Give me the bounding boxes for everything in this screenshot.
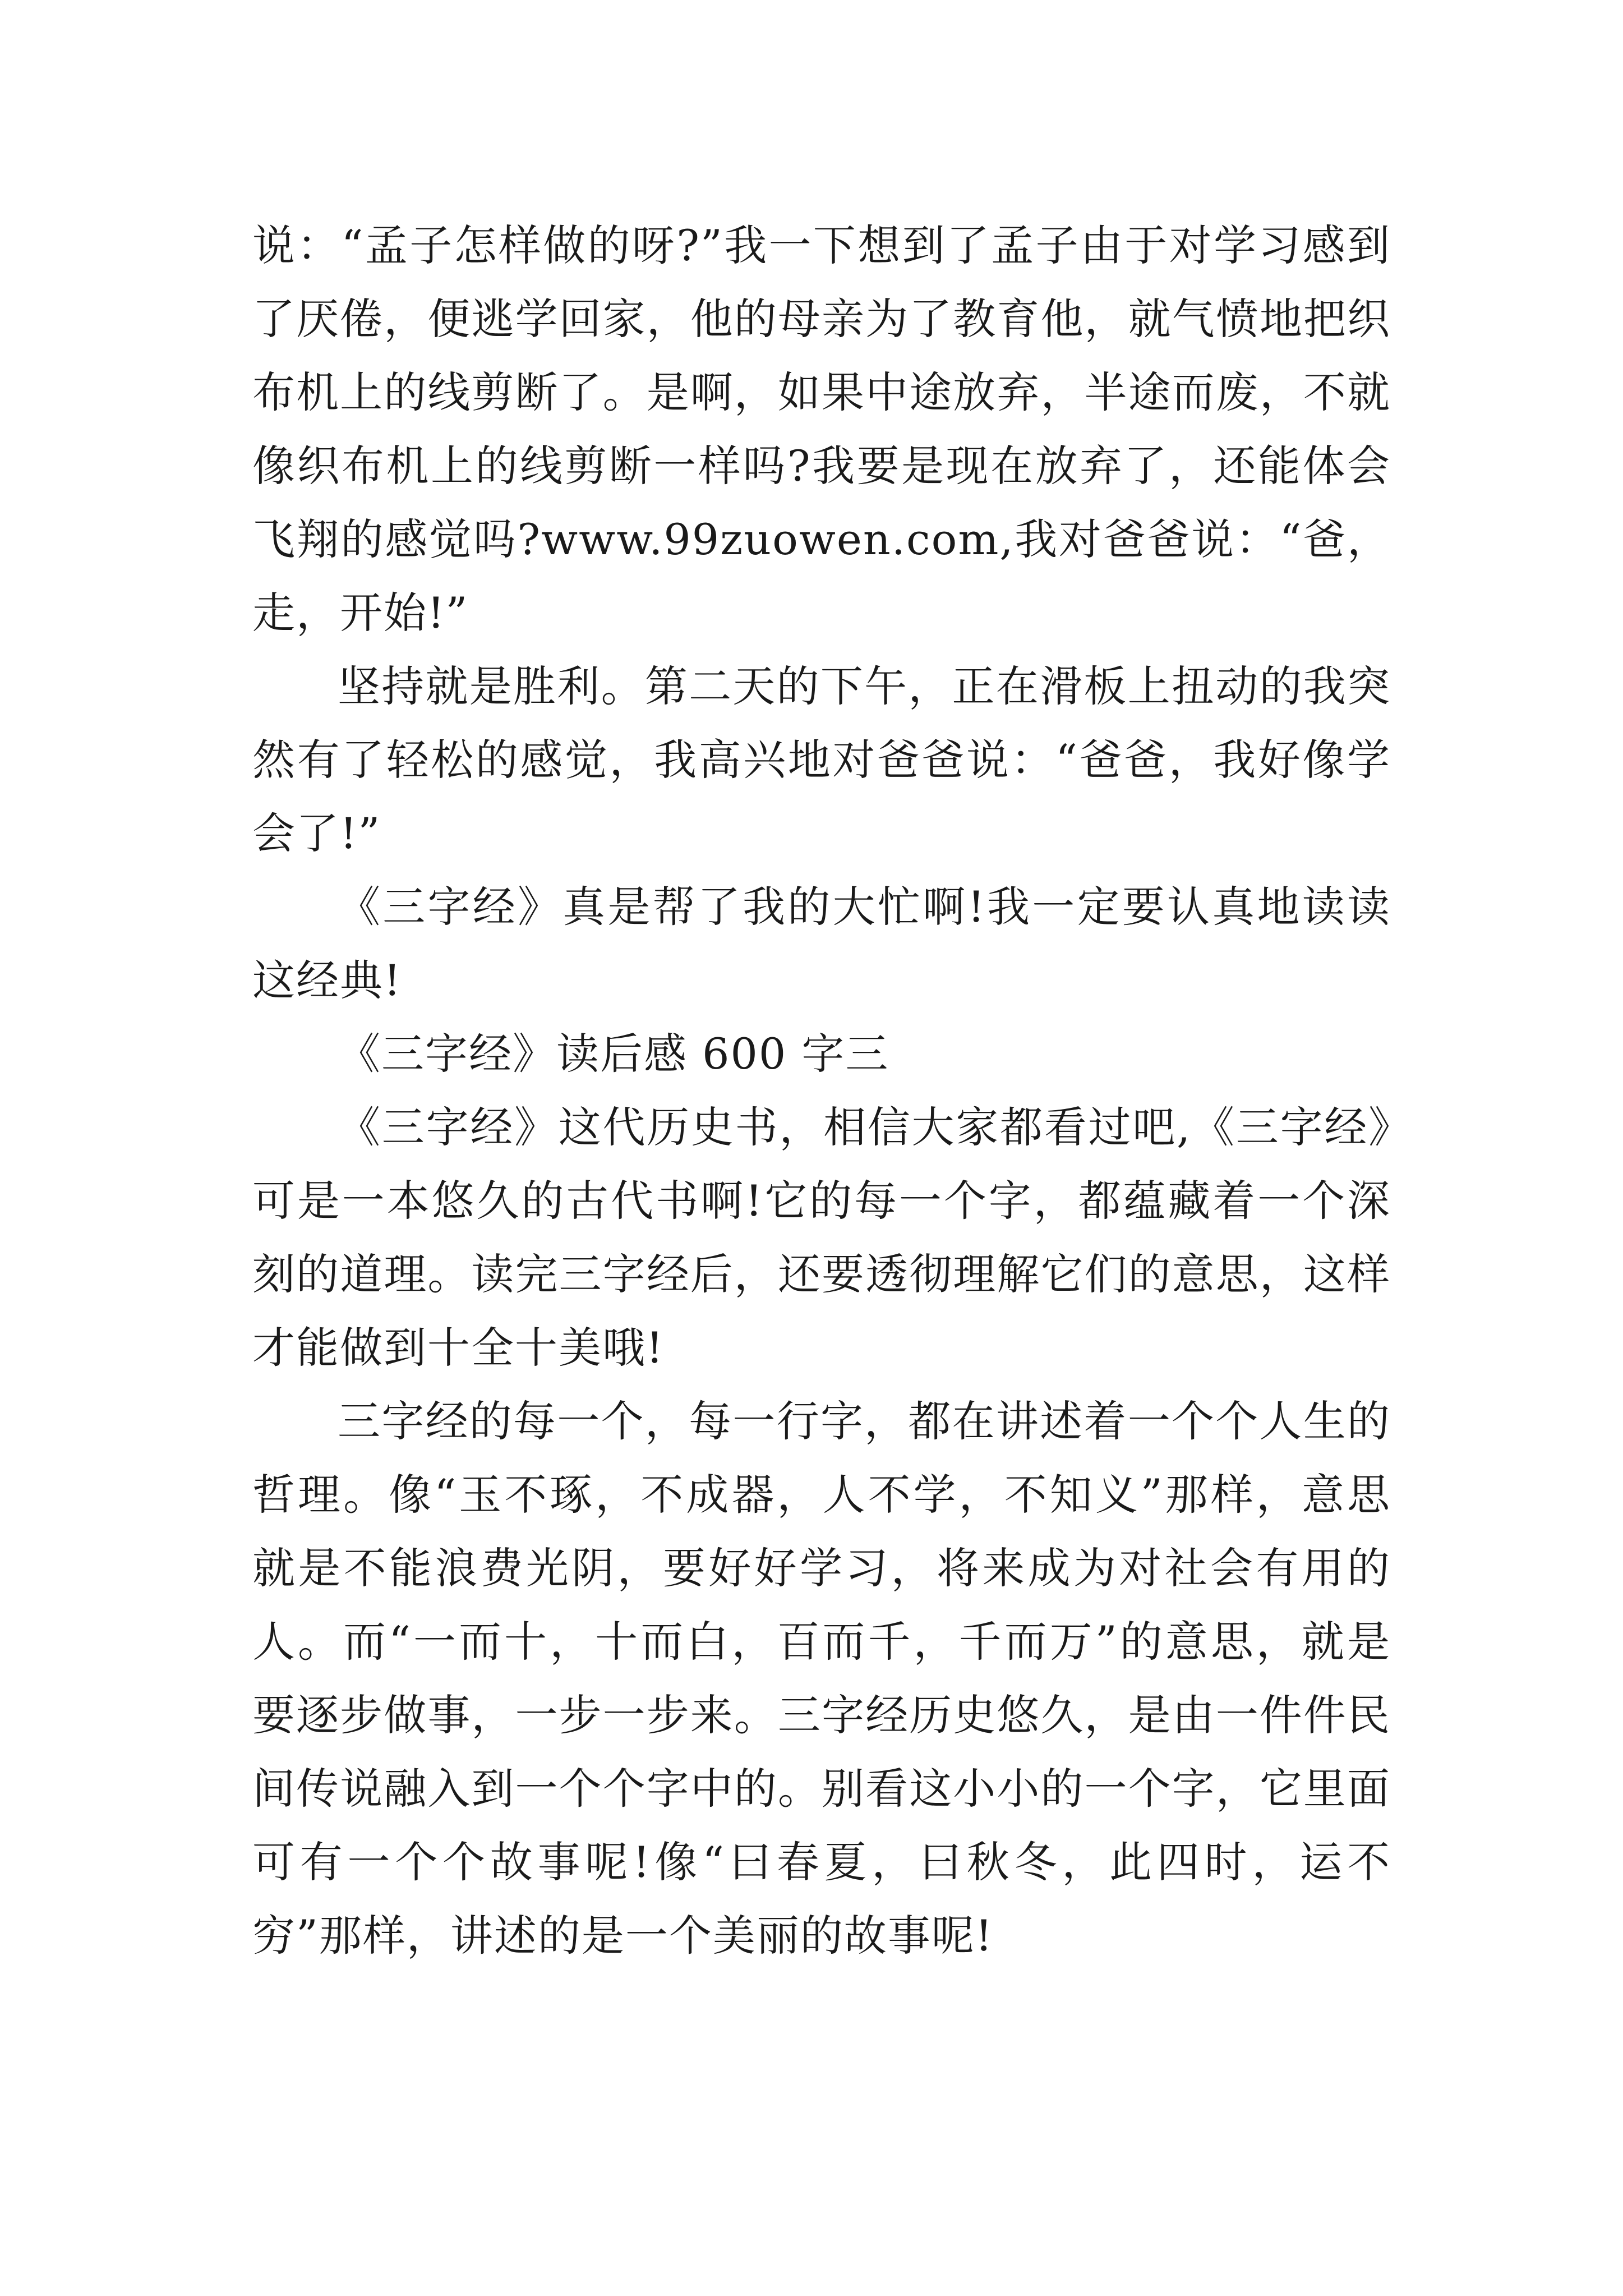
section-heading: 《三字经》读后感 600 字三 bbox=[338, 1029, 889, 1079]
paragraph-persistence: 坚持就是胜利。第二天的下午，正在滑板上扭动的我突然有了轻松的感觉，我高兴地对爸爸说：“爸爸，我好像学会了!” bbox=[252, 661, 1391, 858]
document-body bbox=[252, 209, 1391, 1972]
paragraph-continuation: 说：“孟子怎样做的呀?”我一下想到了孟子由于对学习感到了厌倦，便逃学回家，他的母亲为了教育他，就气愤地把织布机上的线剪断了。是啊，如果中途放弃，半途而废，不就像织布机上的线剪断一样吗?我要是现在放弃了，还能体会飞翔的感觉吗?www.99zuowen.com,我对爸爸说：“爸，走，开始!” bbox=[252, 220, 1391, 638]
paragraph-intro: 《三字经》这代历史书，相信大家都看过吧,《三字经》可是一本悠久的古代书啊!它的每一个字，都蕴藏着一个深刻的道理。读完三字经后，还要透彻理解它们的意思，这样才能做到十全十美哦! bbox=[252, 1102, 1391, 1373]
paragraph-thanks: 《三字经》真是帮了我的大忙啊!我一定要认真地读读这经典! bbox=[252, 882, 1391, 1005]
paragraph-philosophy: 三字经的每一个，每一行字，都在讲述着一个个人生的哲理。像“玉不琢，不成器，人不学，不知义”那样，意思就是不能浪费光阴，要好好学习，将来成为对社会有用的人。而“一而十，十而白，百而千，千而万”的意思，就是要逐步做事，一步一步来。三字经历史悠久，是由一件件民间传说融入到一个个字中的。别看这小小的一个字，它里面可有一个个故事呢!像“曰春夏，曰秋冬，此四时，运不穷”那样，讲述的是一个美丽的故事呢! bbox=[252, 1396, 1391, 1961]
